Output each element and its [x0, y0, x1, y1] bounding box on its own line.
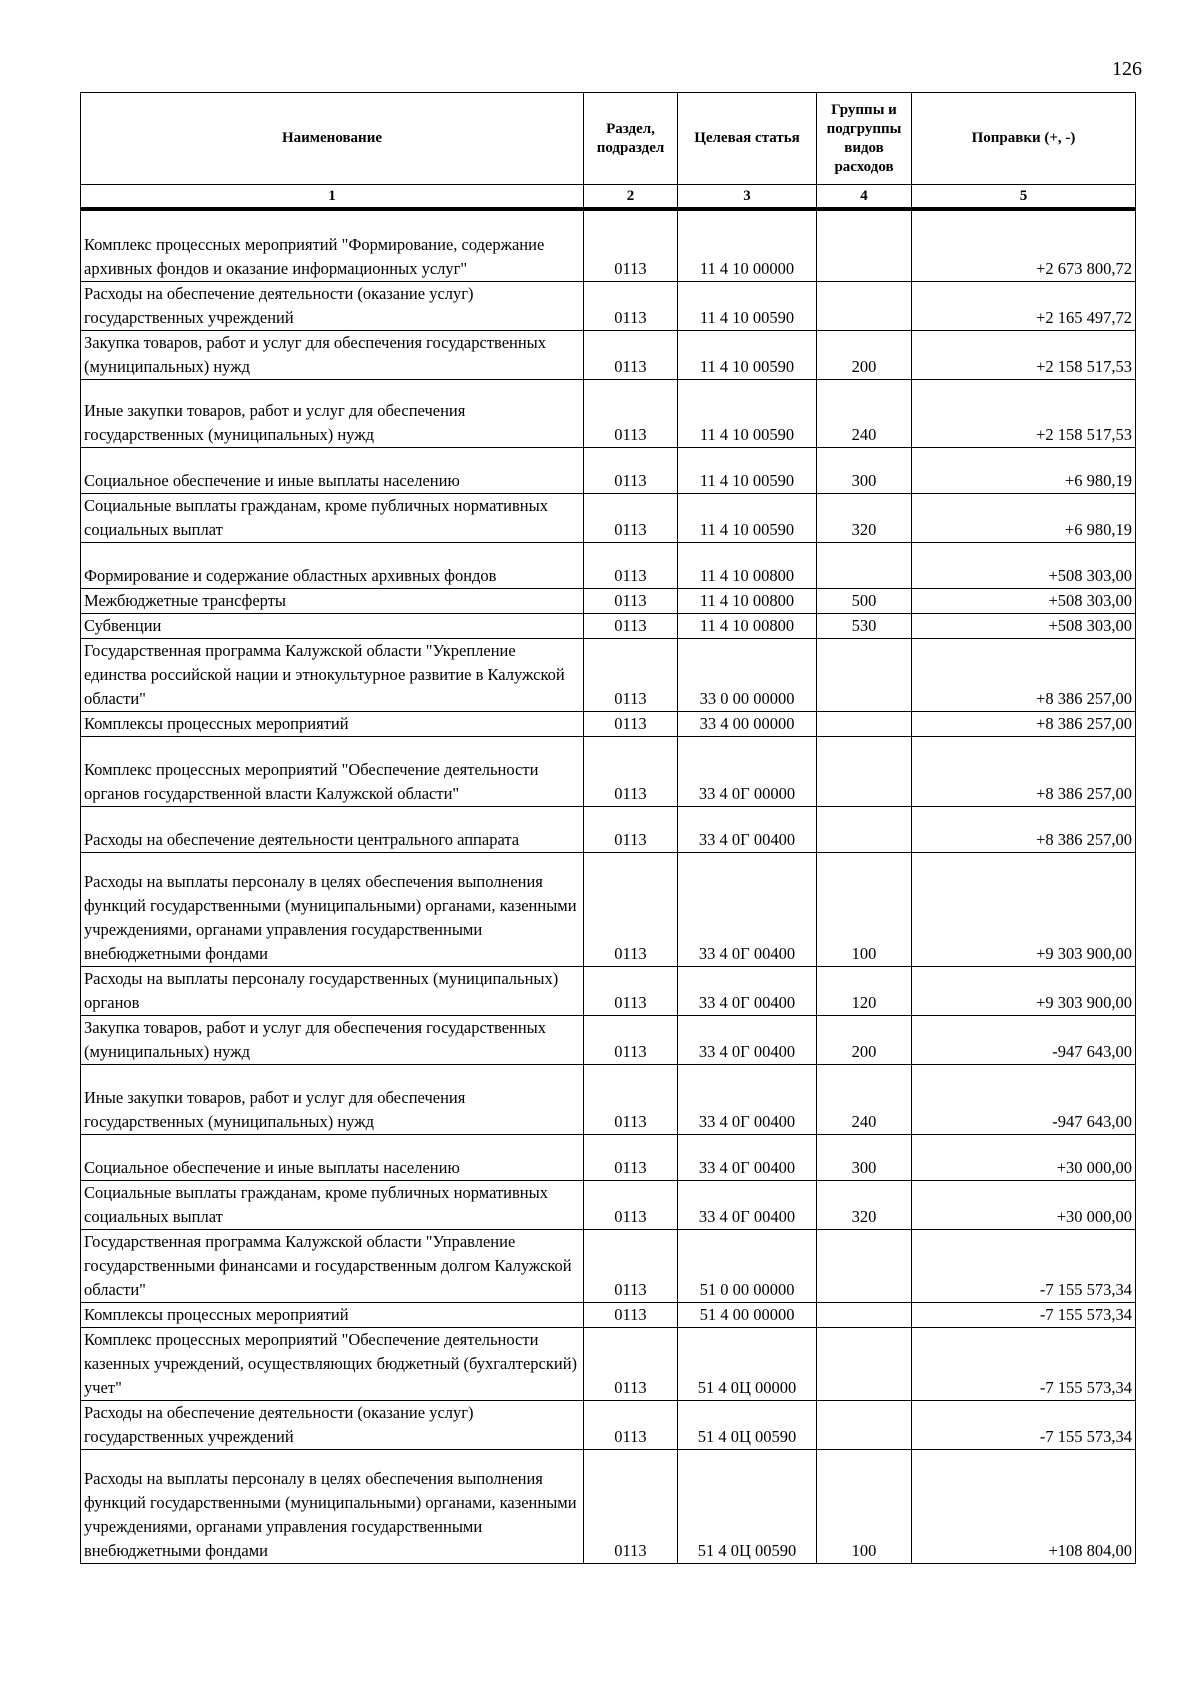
table-row [81, 379, 1136, 447]
row-amount: -7 155 573,34 [912, 1229, 1136, 1302]
row-amount: +30 000,00 [912, 1180, 1136, 1229]
row-target: 33 4 0Г 00400 [678, 852, 817, 966]
row-section: 0113 [584, 1400, 678, 1449]
row-target: 11 4 10 00590 [678, 330, 817, 379]
row-name: Социальное обеспечение и иные выплаты населению [81, 447, 584, 493]
row-amount: +2 673 800,72 [912, 209, 1136, 281]
row-section: 0113 [584, 542, 678, 588]
column-number-row [81, 185, 1136, 210]
row-amount: +8 386 257,00 [912, 806, 1136, 852]
header-amendment: Поправки (+, -) [912, 93, 1136, 185]
row-name: Комплексы процессных мероприятий [81, 711, 584, 736]
table-row [81, 542, 1136, 588]
row-amount: +8 386 257,00 [912, 638, 1136, 711]
row-name: Расходы на обеспечение деятельности (оказание услуг) государственных учреждений [81, 281, 584, 330]
budget-amendments-table [80, 92, 1136, 1564]
row-group: 320 [817, 1180, 912, 1229]
row-target: 51 0 00 00000 [678, 1229, 817, 1302]
row-target: 33 4 0Г 00400 [678, 1064, 817, 1134]
column-number: 4 [817, 185, 912, 210]
row-amount: +6 980,19 [912, 493, 1136, 542]
row-amount: -7 155 573,34 [912, 1400, 1136, 1449]
row-group: 320 [817, 493, 912, 542]
table-row [81, 966, 1136, 1015]
row-group: 120 [817, 966, 912, 1015]
row-amount: +508 303,00 [912, 613, 1136, 638]
row-target: 33 0 00 00000 [678, 638, 817, 711]
row-target: 11 4 10 00590 [678, 493, 817, 542]
row-group [817, 1327, 912, 1400]
row-group: 300 [817, 447, 912, 493]
column-number: 5 [912, 185, 1136, 210]
row-target: 11 4 10 00590 [678, 379, 817, 447]
row-section: 0113 [584, 1327, 678, 1400]
row-group [817, 1400, 912, 1449]
row-amount: -7 155 573,34 [912, 1327, 1136, 1400]
row-name: Закупка товаров, работ и услуг для обеспечения государственных (муниципальных) нужд [81, 330, 584, 379]
row-amount: +2 165 497,72 [912, 281, 1136, 330]
row-amount: +2 158 517,53 [912, 379, 1136, 447]
row-amount: +9 303 900,00 [912, 966, 1136, 1015]
row-amount: +30 000,00 [912, 1134, 1136, 1180]
table-row [81, 1064, 1136, 1134]
row-name: Социальные выплаты гражданам, кроме публичных нормативных социальных выплат [81, 1180, 584, 1229]
row-group [817, 1229, 912, 1302]
row-section: 0113 [584, 966, 678, 1015]
row-group [817, 736, 912, 806]
table-header-row [81, 93, 1136, 185]
row-group: 240 [817, 379, 912, 447]
row-target: 11 4 10 00590 [678, 281, 817, 330]
table-row [81, 493, 1136, 542]
table-row [81, 711, 1136, 736]
row-name: Социальные выплаты гражданам, кроме публичных нормативных социальных выплат [81, 493, 584, 542]
row-target: 11 4 10 00800 [678, 542, 817, 588]
row-group [817, 1302, 912, 1327]
table-row [81, 613, 1136, 638]
row-section: 0113 [584, 711, 678, 736]
row-group: 200 [817, 330, 912, 379]
table-row [81, 1180, 1136, 1229]
table-row [81, 1134, 1136, 1180]
row-group [817, 711, 912, 736]
row-group [817, 638, 912, 711]
row-group: 530 [817, 613, 912, 638]
row-group [817, 281, 912, 330]
header-name: Наименование [81, 93, 584, 185]
row-group [817, 806, 912, 852]
row-target: 33 4 00 00000 [678, 711, 817, 736]
row-group: 500 [817, 588, 912, 613]
row-section: 0113 [584, 806, 678, 852]
row-section: 0113 [584, 209, 678, 281]
row-section: 0113 [584, 588, 678, 613]
row-amount: +9 303 900,00 [912, 852, 1136, 966]
row-amount: -7 155 573,34 [912, 1302, 1136, 1327]
row-name: Иные закупки товаров, работ и услуг для обеспечения государственных (муниципальных) нужд [81, 1064, 584, 1134]
header-group: Группы и подгруппы видов расходов [817, 93, 912, 185]
row-amount: +6 980,19 [912, 447, 1136, 493]
table-row [81, 1015, 1136, 1064]
row-section: 0113 [584, 1180, 678, 1229]
table-row [81, 209, 1136, 281]
row-group: 240 [817, 1064, 912, 1134]
row-amount: +508 303,00 [912, 588, 1136, 613]
row-section: 0113 [584, 447, 678, 493]
row-target: 33 4 0Г 00400 [678, 806, 817, 852]
row-target: 51 4 00 00000 [678, 1302, 817, 1327]
row-group: 300 [817, 1134, 912, 1180]
row-group [817, 209, 912, 281]
table-row [81, 1302, 1136, 1327]
row-name: Расходы на обеспечение деятельности (оказание услуг) государственных учреждений [81, 1400, 584, 1449]
row-target: 11 4 10 00000 [678, 209, 817, 281]
row-section: 0113 [584, 736, 678, 806]
table-row [81, 1400, 1136, 1449]
row-section: 0113 [584, 1134, 678, 1180]
row-target: 51 4 0Ц 00590 [678, 1449, 817, 1563]
row-name: Расходы на обеспечение деятельности центрального аппарата [81, 806, 584, 852]
row-name: Государственная программа Калужской области "Управление государственными финансами и государственным долгом Калужской области" [81, 1229, 584, 1302]
row-name: Расходы на выплаты персоналу в целях обеспечения выполнения функций государственными (муниципальными) органами, казенными учреждениями, органами управления государственными внебюджетными фондами [81, 1449, 584, 1563]
row-target: 11 4 10 00800 [678, 613, 817, 638]
row-section: 0113 [584, 1015, 678, 1064]
table-row [81, 281, 1136, 330]
row-group: 100 [817, 852, 912, 966]
row-amount: +508 303,00 [912, 542, 1136, 588]
row-target: 51 4 0Ц 00590 [678, 1400, 817, 1449]
header-section: Раздел, подраздел [584, 93, 678, 185]
table-row [81, 736, 1136, 806]
table-row [81, 852, 1136, 966]
column-number: 2 [584, 185, 678, 210]
row-target: 51 4 0Ц 00000 [678, 1327, 817, 1400]
row-name: Иные закупки товаров, работ и услуг для обеспечения государственных (муниципальных) нужд [81, 379, 584, 447]
row-section: 0113 [584, 1064, 678, 1134]
row-section: 0113 [584, 1229, 678, 1302]
table-row [81, 588, 1136, 613]
row-target: 33 4 0Г 00400 [678, 966, 817, 1015]
row-name: Комплекс процессных мероприятий "Формирование, содержание архивных фондов и оказание информационных услуг" [81, 209, 584, 281]
row-amount: +8 386 257,00 [912, 711, 1136, 736]
row-name: Комплекс процессных мероприятий "Обеспечение деятельности казенных учреждений, осуществляющих бюджетный (бухгалтерский) учет" [81, 1327, 584, 1400]
row-name: Межбюджетные трансферты [81, 588, 584, 613]
row-group: 200 [817, 1015, 912, 1064]
column-number: 1 [81, 185, 584, 210]
row-section: 0113 [584, 638, 678, 711]
row-name: Расходы на выплаты персоналу государственных (муниципальных) органов [81, 966, 584, 1015]
row-name: Государственная программа Калужской области "Укрепление единства российской нации и этнокультурное развитие в Калужской области" [81, 638, 584, 711]
table-row [81, 1327, 1136, 1400]
row-target: 33 4 0Г 00400 [678, 1134, 817, 1180]
row-name: Комплексы процессных мероприятий [81, 1302, 584, 1327]
table-row [81, 447, 1136, 493]
table-row [81, 638, 1136, 711]
row-target: 33 4 0Г 00400 [678, 1015, 817, 1064]
table-row [81, 806, 1136, 852]
row-amount: +2 158 517,53 [912, 330, 1136, 379]
row-section: 0113 [584, 493, 678, 542]
row-section: 0113 [584, 379, 678, 447]
table-row [81, 1449, 1136, 1563]
row-amount: +108 804,00 [912, 1449, 1136, 1563]
row-target: 11 4 10 00800 [678, 588, 817, 613]
row-target: 11 4 10 00590 [678, 447, 817, 493]
row-name: Расходы на выплаты персоналу в целях обеспечения выполнения функций государственными (муниципальными) органами, казенными учреждениями, органами управления государственными внебюджетными фондами [81, 852, 584, 966]
row-section: 0113 [584, 330, 678, 379]
row-target: 33 4 0Г 00000 [678, 736, 817, 806]
row-name: Социальное обеспечение и иные выплаты населению [81, 1134, 584, 1180]
row-section: 0113 [584, 1449, 678, 1563]
row-amount: -947 643,00 [912, 1015, 1136, 1064]
row-name: Субвенции [81, 613, 584, 638]
row-name: Закупка товаров, работ и услуг для обеспечения государственных (муниципальных) нужд [81, 1015, 584, 1064]
page-number: 126 [1112, 58, 1142, 80]
row-group: 100 [817, 1449, 912, 1563]
row-group [817, 542, 912, 588]
header-target: Целевая статья [678, 93, 817, 185]
row-amount: +8 386 257,00 [912, 736, 1136, 806]
row-section: 0113 [584, 852, 678, 966]
row-target: 33 4 0Г 00400 [678, 1180, 817, 1229]
row-name: Формирование и содержание областных архивных фондов [81, 542, 584, 588]
table-row [81, 1229, 1136, 1302]
column-number: 3 [678, 185, 817, 210]
table-row [81, 330, 1136, 379]
row-name: Комплекс процессных мероприятий "Обеспечение деятельности органов государственной власти Калужской области" [81, 736, 584, 806]
row-amount: -947 643,00 [912, 1064, 1136, 1134]
row-section: 0113 [584, 281, 678, 330]
row-section: 0113 [584, 1302, 678, 1327]
row-section: 0113 [584, 613, 678, 638]
